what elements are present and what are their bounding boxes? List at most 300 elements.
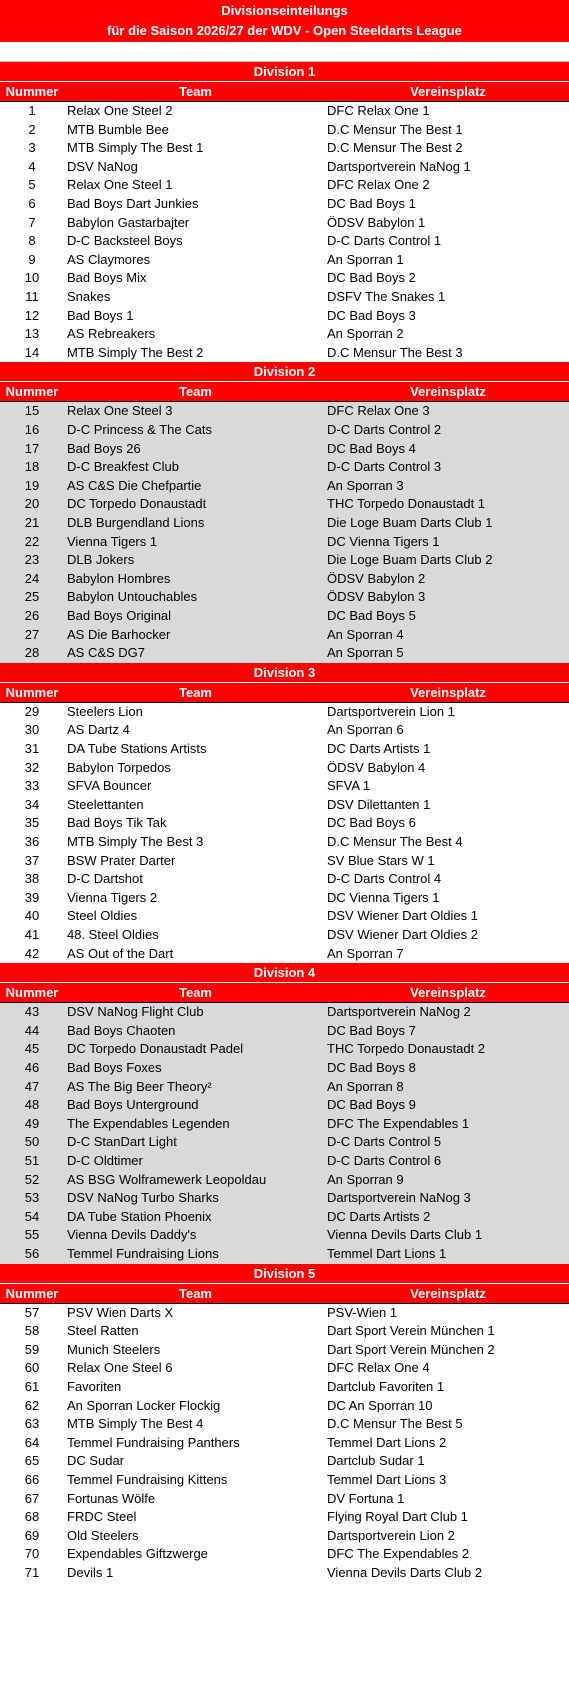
team-number: 40 [24,908,40,924]
table-row [0,1226,569,1245]
team-number: 58 [24,1323,40,1339]
team-name: DLB Burgendland Lions [67,515,205,530]
team-name: D-C Backsteel Boys [67,233,183,249]
team-number: 65 [24,1453,40,1469]
team-name: DA Tube Station Phoenix [67,1208,212,1224]
table-row [0,721,569,740]
club-slot: An Sporran 7 [327,945,404,961]
table-row [0,421,569,440]
table-row [0,644,569,663]
table-row [0,1304,569,1323]
team-number: 1 [28,103,36,118]
division-header: Division 4 [0,963,569,983]
club-slot: Die Loge Buam Darts Club 2 [327,552,493,568]
club-slot: An Sporran 3 [327,477,404,493]
club-slot: DC Bad Boys 6 [327,815,416,831]
club-slot: DFC The Expendables 2 [327,1546,470,1562]
team-name: Munich Steelers [67,1341,161,1357]
table-row [0,1096,569,1115]
table-row [0,889,569,908]
team-name: Temmel Fundraising Lions [67,1246,219,1261]
club-slot: D.C Mensur The Best 2 [327,140,463,156]
blank-row [0,42,569,62]
team-number: 31 [24,741,40,756]
column-header-vereinsplatz: Vereinsplatz [410,985,486,1001]
team-name: AS Dartz 4 [67,722,130,738]
club-slot: D.C Mensur The Best 1 [327,121,463,137]
team-number: 7 [28,214,36,230]
team-number: 6 [28,196,36,211]
team-number: 38 [24,871,40,887]
team-name: Steelettanten [67,796,144,812]
team-name: Expendables Giftzwerge [67,1546,208,1562]
club-slot: ÖDSV Babylon 4 [327,759,426,775]
team-name: MTB Bumble Bee [67,121,169,137]
team-name: DSV NaNog [67,158,138,174]
column-header-vereinsplatz: Vereinsplatz [410,84,486,99]
club-slot: THC Torpedo Donaustadt 1 [327,496,486,512]
team-name: DLB Jokers [67,552,135,568]
column-header-team: Team [179,985,212,1001]
team-number: 18 [24,459,40,475]
table-row [0,288,569,307]
team-number: 37 [24,852,40,868]
club-slot: ÖDSV Babylon 3 [327,589,426,605]
club-slot: DC Darts Artists 1 [327,741,431,756]
club-slot: DC Bad Boys 9 [327,1097,416,1113]
table-row [0,588,569,607]
team-number: 57 [24,1304,40,1320]
team-number: 62 [24,1397,40,1413]
table-row [0,1359,569,1378]
team-name: Relax One Steel 6 [67,1360,173,1376]
team-name: DC Torpedo Donaustadt [67,496,207,512]
club-slot: Dartclub Favoriten 1 [327,1379,445,1394]
table-row [0,176,569,195]
team-number: 54 [24,1208,40,1224]
club-slot: Dartsportverein NaNog 2 [327,1004,471,1020]
team-name: AS Claymores [67,251,151,267]
team-number: 64 [24,1434,40,1450]
club-slot: PSV-Wien 1 [327,1304,398,1320]
club-slot: An Sporran 2 [327,326,404,342]
club-slot: D-C Darts Control 6 [327,1153,442,1168]
team-name: MTB Simply The Best 3 [67,834,204,849]
club-slot: ÖDSV Babylon 2 [327,570,426,586]
table-row [0,1397,569,1416]
column-header-nummer: Nummer [5,384,59,400]
team-name: Bad Boys 1 [67,307,134,323]
table-row [0,740,569,759]
team-number: 50 [24,1134,40,1150]
club-slot: SFVA 1 [327,778,371,794]
club-slot: DC Bad Boys 5 [327,608,416,623]
table-row [0,495,569,514]
team-name: AS Out of the Dart [67,945,174,961]
team-number: 5 [28,177,36,193]
table-row [0,626,569,645]
table-row [0,514,569,533]
table-row [0,1322,569,1341]
team-name: Relax One Steel 1 [67,177,173,193]
table-row [0,269,569,288]
division-header: Division 2 [0,362,569,382]
club-slot: An Sporran 1 [327,251,404,267]
table-row [0,307,569,326]
team-name: Vienna Devils Daddy's [67,1227,197,1243]
column-header-row [0,983,569,1003]
table-row [0,1471,569,1490]
table-row [0,1527,569,1546]
table-row [0,102,569,121]
team-name: DC Sudar [67,1453,125,1469]
team-number: 9 [28,251,36,267]
table-row [0,402,569,421]
team-number: 24 [24,570,40,586]
team-number: 17 [24,440,40,456]
column-header-nummer: Nummer [5,1285,59,1301]
team-number: 14 [24,344,40,360]
table-row [0,1490,569,1509]
column-header-nummer: Nummer [5,84,59,99]
table-row [0,907,569,926]
team-number: 36 [24,834,40,849]
team-name: The Expendables Legenden [67,1115,230,1131]
team-name: Babylon Gastarbajter [67,214,190,230]
team-name: DSV NaNog Turbo Sharks [67,1190,219,1206]
table-row [0,1040,569,1059]
club-slot: DC Darts Artists 2 [327,1208,431,1224]
club-slot: DFC Relax One 1 [327,103,430,118]
team-number: 43 [24,1004,40,1020]
team-number: 56 [24,1246,40,1261]
table-row [0,703,569,722]
club-slot: An Sporran 8 [327,1078,404,1094]
team-number: 2 [28,121,36,137]
club-slot: SV Blue Stars W 1 [327,852,435,868]
club-slot: Dartclub Sudar 1 [327,1453,425,1469]
team-name: SFVA Bouncer [67,778,152,794]
column-header-nummer: Nummer [5,684,59,700]
team-name: Favoriten [67,1379,122,1394]
team-name: Temmel Fundraising Kittens [67,1472,228,1487]
team-number: 27 [24,626,40,642]
club-slot: THC Torpedo Donaustadt 2 [327,1041,486,1057]
club-slot: D.C Mensur The Best 5 [327,1416,463,1432]
club-slot: D-C Darts Control 5 [327,1134,442,1150]
table-row [0,1022,569,1041]
team-number: 35 [24,815,40,831]
team-number: 29 [24,703,40,719]
team-name: Bad Boys Mix [67,270,147,286]
table-row [0,195,569,214]
table-row [0,1245,569,1264]
team-number: 28 [24,645,40,661]
team-name: Bad Boys Chaoten [67,1022,176,1038]
team-number: 47 [24,1078,40,1094]
team-number: 33 [24,778,40,794]
team-name: AS C&S Die Chefpartie [67,477,202,493]
club-slot: DV Fortuna 1 [327,1490,405,1506]
team-number: 16 [24,422,40,437]
team-number: 71 [24,1565,40,1580]
team-number: 70 [24,1546,40,1562]
team-number: 10 [24,270,40,286]
team-name: Old Steelers [67,1527,139,1543]
table-row [0,1508,569,1527]
team-name: MTB Simply The Best 2 [67,344,204,360]
team-number: 52 [24,1171,40,1187]
club-slot: Flying Royal Dart Club 1 [327,1509,468,1525]
title-line-2: für die Saison 2026/27 der WDV - Open Steeldarts League [107,23,462,38]
team-name: Vienna Tigers 1 [67,533,158,549]
club-slot: DFC The Expendables 1 [327,1115,470,1131]
team-name: Steel Oldies [67,908,138,924]
team-number: 34 [24,796,40,812]
team-name: D-C StanDart Light [67,1134,177,1150]
club-slot: Dartsportverein NaNog 1 [327,158,471,174]
column-header-team: Team [179,84,212,99]
club-slot: An Sporran 4 [327,626,404,642]
team-name: Bad Boys Unterground [67,1097,199,1113]
club-slot: An Sporran 5 [327,645,404,661]
team-name: An Sporran Locker Flockig [67,1397,221,1413]
table-row [0,325,569,344]
team-number: 45 [24,1041,40,1057]
club-slot: Vienna Devils Darts Club 1 [327,1227,483,1243]
club-slot: DC Bad Boys 8 [327,1060,416,1075]
club-slot: Dart Sport Verein München 1 [327,1323,495,1339]
team-name: 48. Steel Oldies [67,927,159,942]
division-header: Division 3 [0,663,569,683]
table-row [0,1415,569,1434]
table-row [0,1208,569,1227]
column-header-team: Team [179,384,212,400]
table-row [0,833,569,852]
team-name: Babylon Hombres [67,570,171,586]
club-slot: Dartsportverein NaNog 3 [327,1190,471,1206]
club-slot: DSFV The Snakes 1 [327,289,446,304]
column-header-team: Team [179,684,212,700]
team-name: AS The Big Beer Theory² [67,1078,212,1094]
column-header-vereinsplatz: Vereinsplatz [410,1285,486,1301]
team-name: AS Rebreakers [67,326,156,342]
team-name: Steel Ratten [67,1323,139,1339]
club-slot: D-C Darts Control 2 [327,422,442,437]
club-slot: D-C Darts Control 1 [327,233,442,249]
club-slot: ÖDSV Babylon 1 [327,214,426,230]
table-row [0,251,569,270]
team-name: Babylon Torpedos [67,759,171,775]
table-row [0,1452,569,1471]
club-slot: DFC Relax One 3 [327,403,430,419]
column-header-team: Team [179,1285,212,1301]
table-row [0,926,569,945]
club-slot: D-C Darts Control 3 [327,459,442,475]
table-row [0,1434,569,1453]
team-name: D-C Breakfest Club [67,459,179,475]
club-slot: DC An Sporran 10 [327,1397,433,1413]
team-number: 19 [24,477,40,493]
table-row [0,1115,569,1134]
table-row [0,1133,569,1152]
table-row [0,533,569,552]
team-number: 26 [24,608,40,623]
club-slot: DC Bad Boys 3 [327,307,416,323]
team-name: D-C Dartshot [67,871,143,887]
team-number: 69 [24,1527,40,1543]
team-name: Babylon Untouchables [67,589,198,605]
column-header-nummer: Nummer [5,985,59,1001]
team-number: 49 [24,1115,40,1131]
table-row [0,759,569,778]
table-row [0,121,569,140]
column-header-row [0,82,569,102]
team-name: Bad Boys Tik Tak [67,815,167,831]
table-row [0,607,569,626]
team-name: DSV NaNog Flight Club [67,1004,204,1020]
team-name: Relax One Steel 2 [67,103,173,118]
team-number: 21 [24,515,40,530]
club-slot: Temmel Dart Lions 1 [327,1246,447,1261]
title-line-1: Divisionseinteilungs [221,3,348,18]
table-row [0,139,569,158]
table-row [0,777,569,796]
table-row [0,796,569,815]
team-name: D-C Oldtimer [67,1153,143,1168]
table-row [0,440,569,459]
table-row [0,158,569,177]
team-name: Bad Boys 26 [67,440,141,456]
table-row [0,814,569,833]
team-number: 39 [24,889,40,905]
team-number: 61 [24,1379,40,1394]
table-row [0,870,569,889]
club-slot: D-C Darts Control 4 [327,871,442,887]
table-row [0,1378,569,1397]
team-name: Steelers Lion [67,703,143,719]
team-number: 3 [28,140,36,156]
club-slot: Temmel Dart Lions 3 [327,1472,447,1487]
club-slot: DSV Dilettanten 1 [327,796,431,812]
club-slot: DFC Relax One 4 [327,1360,430,1376]
team-name: Temmel Fundraising Panthers [67,1434,240,1450]
table-row [0,344,569,363]
team-number: 4 [28,158,36,174]
team-number: 20 [24,496,40,512]
team-name: Bad Boys Dart Junkies [67,196,199,211]
club-slot: Vienna Devils Darts Club 2 [327,1565,483,1580]
team-number: 41 [24,927,40,942]
club-slot: DSV Wiener Dart Oldies 1 [327,908,478,924]
team-number: 59 [24,1341,40,1357]
team-name: AS Die Barhocker [67,626,171,642]
table-row [0,1564,569,1583]
table-row [0,1152,569,1171]
table-row [0,232,569,251]
column-header-vereinsplatz: Vereinsplatz [410,684,486,700]
column-header-vereinsplatz: Vereinsplatz [410,384,486,400]
team-name: FRDC Steel [67,1509,137,1525]
team-name: Snakes [67,289,111,304]
table-row [0,1078,569,1097]
team-number: 55 [24,1227,40,1243]
team-name: PSV Wien Darts X [67,1304,174,1320]
club-slot: An Sporran 6 [327,722,404,738]
table-row [0,477,569,496]
team-number: 30 [24,722,40,738]
team-name: Devils 1 [67,1565,114,1580]
team-name: Relax One Steel 3 [67,403,173,419]
team-number: 22 [24,533,40,549]
team-number: 25 [24,589,40,605]
table-row [0,551,569,570]
team-number: 63 [24,1416,40,1432]
team-name: DA Tube Stations Artists [67,741,207,756]
sheet-title [0,0,569,42]
club-slot: D.C Mensur The Best 3 [327,344,463,360]
club-slot: Dartsportverein Lion 2 [327,1527,455,1543]
club-slot: Temmel Dart Lions 2 [327,1434,447,1450]
division-header: Division 1 [0,62,569,82]
table-row [0,945,569,964]
club-slot: Dartsportverein Lion 1 [327,703,455,719]
club-slot: DC Vienna Tigers 1 [327,533,440,549]
table-row [0,852,569,871]
club-slot: An Sporran 9 [327,1171,404,1187]
club-slot: DC Bad Boys 7 [327,1022,416,1038]
team-number: 23 [24,552,40,568]
team-name: MTB Simply The Best 4 [67,1416,204,1432]
table-row [0,1059,569,1078]
team-name: Bad Boys Original [67,608,172,623]
team-number: 67 [24,1490,40,1506]
team-name: Fortunas Wölfe [67,1490,156,1506]
team-number: 53 [24,1190,40,1206]
team-number: 13 [24,326,40,342]
team-number: 46 [24,1060,40,1075]
club-slot: DC Vienna Tigers 1 [327,889,440,905]
club-slot: DC Bad Boys 2 [327,270,416,286]
table-row [0,1171,569,1190]
team-name: AS C&S DG7 [67,645,146,661]
team-number: 32 [24,759,40,775]
team-number: 8 [28,233,36,249]
column-header-row [0,1284,569,1304]
table-row [0,1341,569,1360]
team-name: DC Torpedo Donaustadt Padel [67,1041,244,1057]
table-row [0,458,569,477]
club-slot: DC Bad Boys 1 [327,196,416,211]
team-name: AS BSG Wolframewerk Leopoldau [67,1171,267,1187]
team-number: 51 [24,1153,40,1168]
column-header-row [0,382,569,402]
club-slot: D.C Mensur The Best 4 [327,834,463,849]
team-number: 48 [24,1097,40,1113]
team-number: 42 [24,945,40,961]
club-slot: DC Bad Boys 4 [327,440,416,456]
table-row [0,1545,569,1564]
team-name: BSW Prater Darter [67,852,176,868]
team-number: 60 [24,1360,40,1376]
column-header-row [0,683,569,703]
table-row [0,570,569,589]
team-number: 44 [24,1022,40,1038]
team-name: MTB Simply The Best 1 [67,140,204,156]
team-number: 12 [24,307,40,323]
table-row [0,1189,569,1208]
team-number: 68 [24,1509,40,1525]
